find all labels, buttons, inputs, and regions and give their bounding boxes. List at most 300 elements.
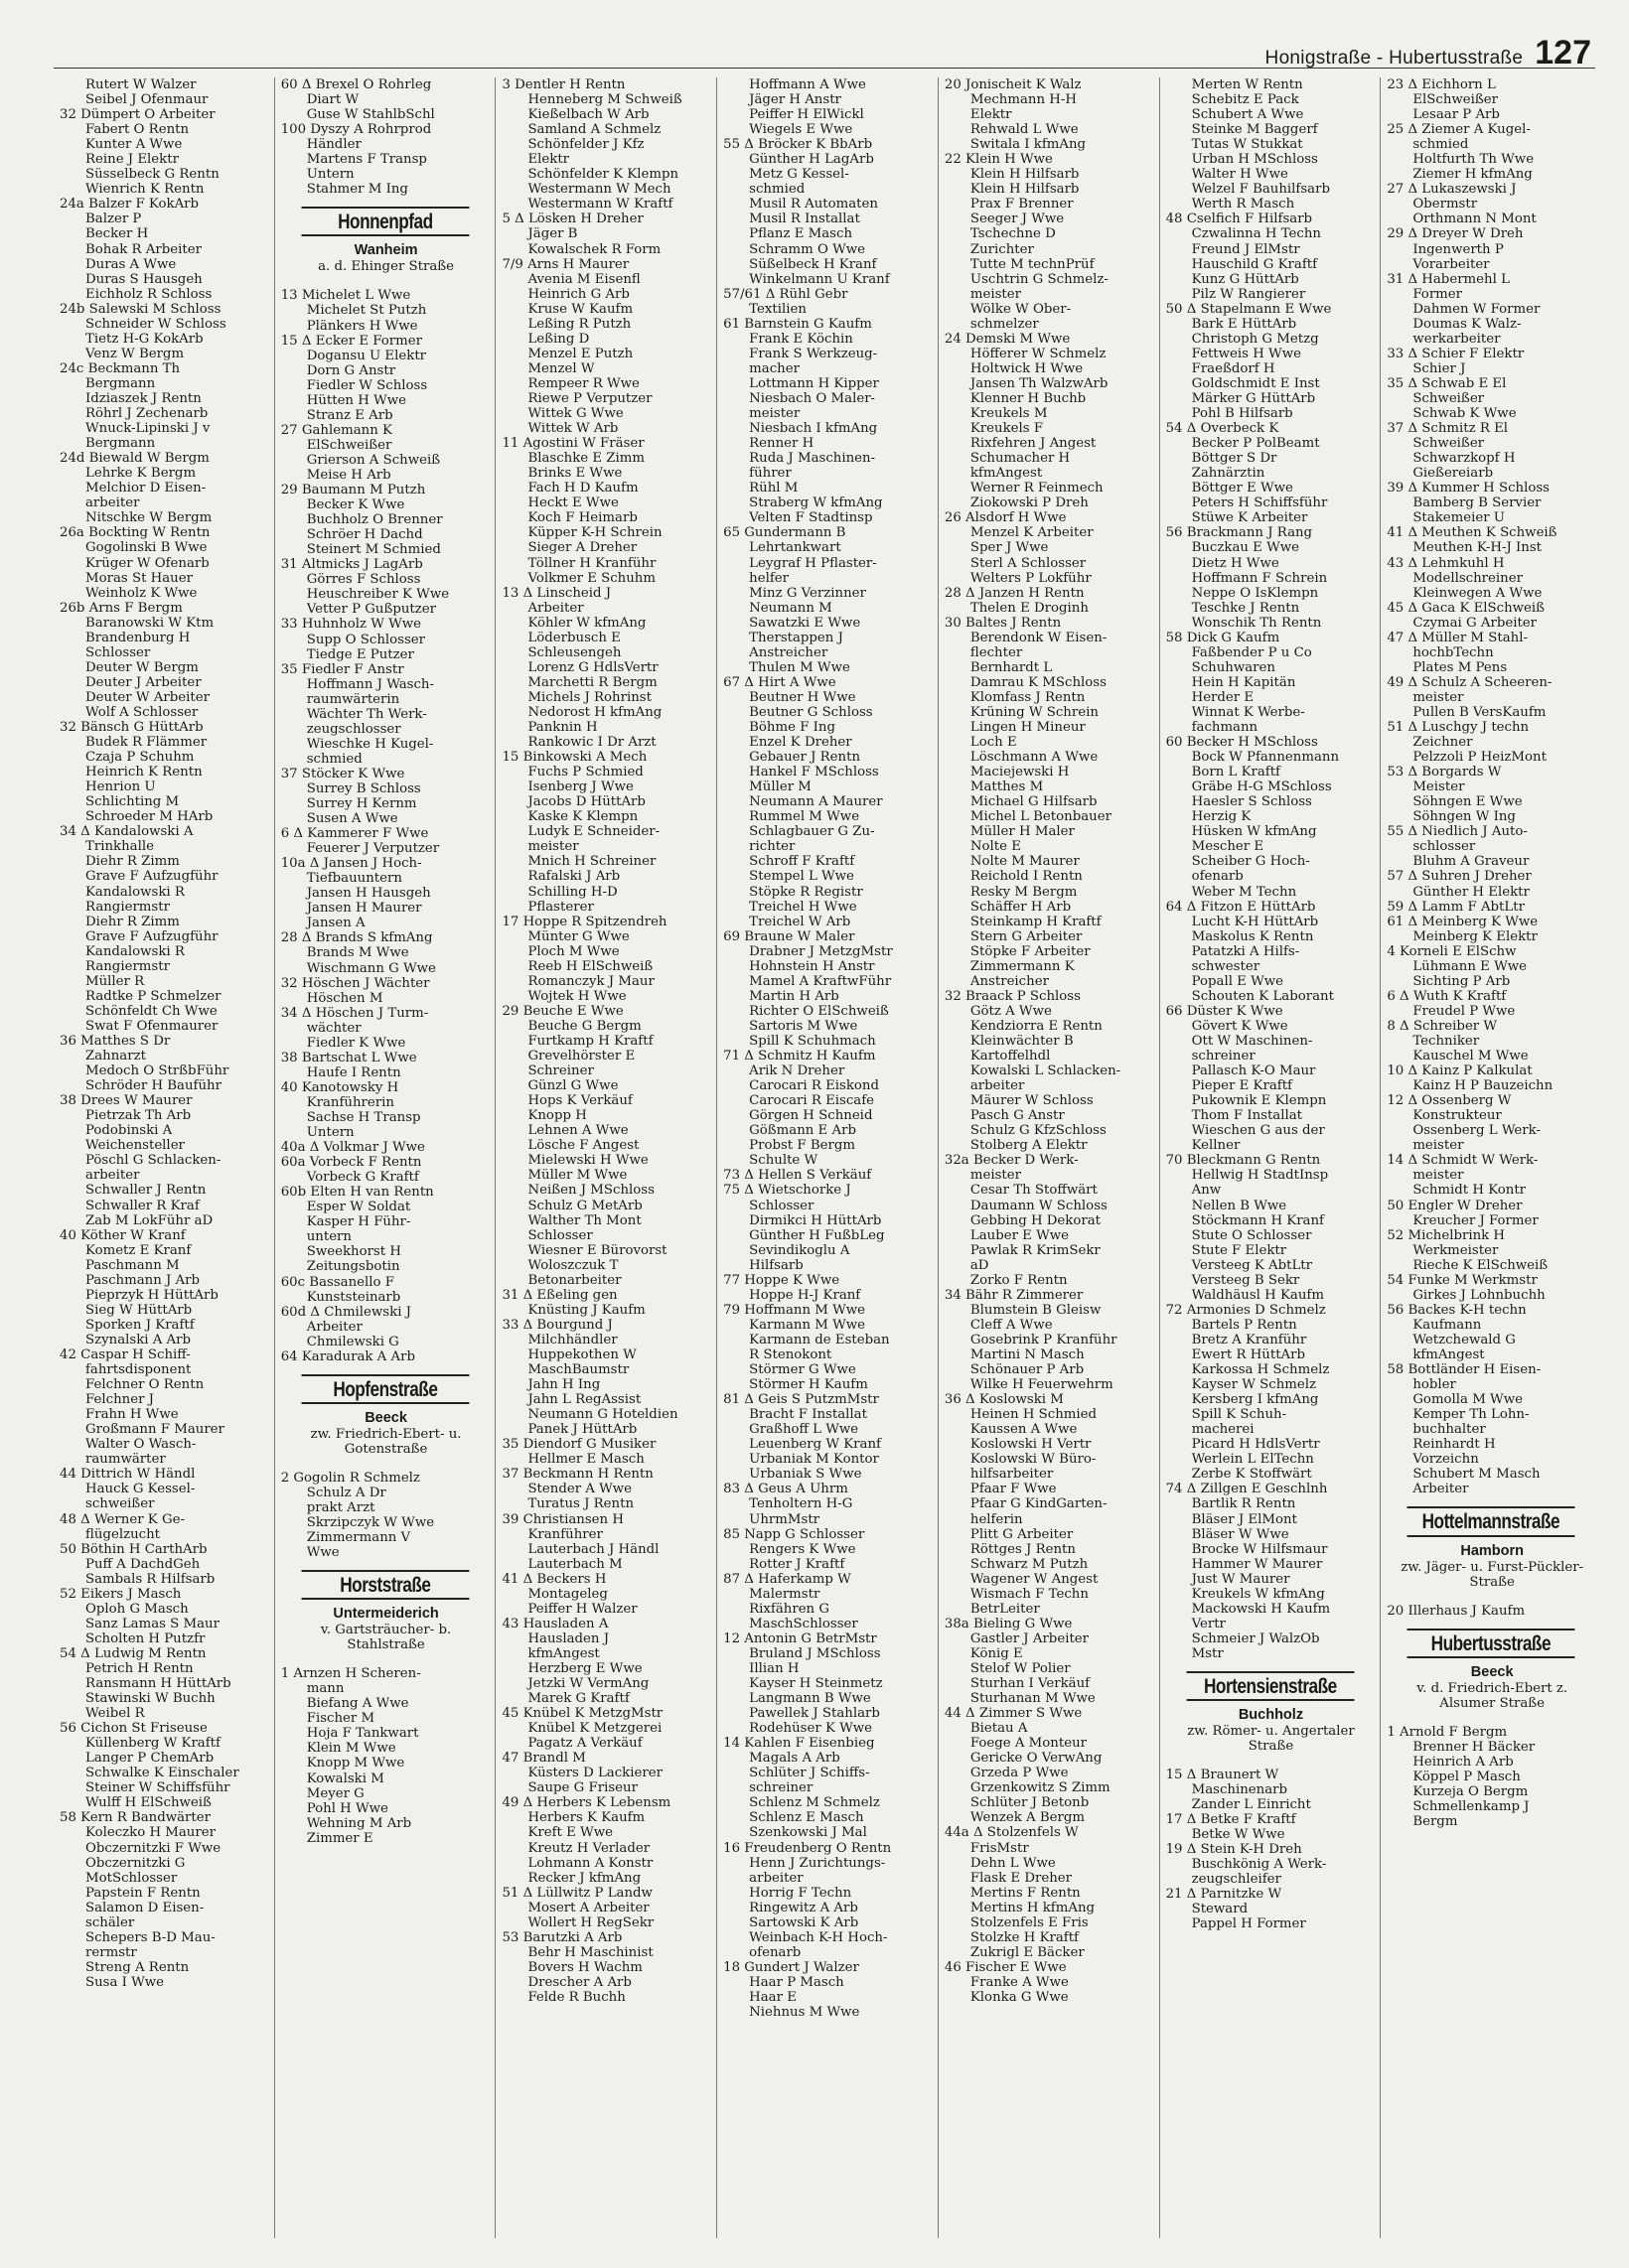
address-entry: 61 Δ Meinberg K Wwe — [1387, 914, 1539, 929]
resident-entry: Schubert M Masch — [1412, 1467, 1541, 1483]
resident-entry: Sevindikoglu A — [749, 1242, 850, 1258]
resident-entry: Schmidt H Kontr — [1412, 1183, 1527, 1199]
resident-entry: Paschmann J Arb — [85, 1272, 201, 1288]
resident-entry: Wittek G Wwe — [527, 406, 624, 422]
resident-entry: Teschke J Rentn — [1191, 600, 1300, 616]
resident-entry: Martin H Arb — [749, 988, 839, 1004]
resident-entry: Dahmen W Former — [1412, 301, 1541, 317]
resident-entry: Stute O Schlosser — [1191, 1227, 1312, 1243]
address-entry: 29 Δ Dreyer W Dreh — [1387, 226, 1524, 242]
resident-entry: meister — [969, 286, 1021, 302]
resident-entry: Probst F Bergm — [749, 1138, 855, 1154]
resident-entry: Löderbusch E — [527, 630, 621, 645]
district-name: Untermeiderich — [333, 1606, 439, 1623]
resident-entry: Bruland J MSchloss — [749, 1645, 881, 1661]
resident-entry: Jäger B — [527, 226, 578, 242]
resident-entry: Zahnärztin — [1191, 466, 1265, 482]
address-entry: 35 Fiedler F Anstr — [280, 661, 404, 677]
resident-entry: Gießereiarb — [1412, 466, 1494, 482]
resident-entry: Schmellenkamp J — [1412, 1798, 1530, 1814]
resident-entry: Foege A Monteur — [969, 1736, 1088, 1752]
resident-entry: Riewe P Verputzer — [527, 390, 653, 406]
resident-entry: Rotter J Kraftf — [749, 1556, 845, 1572]
resident-entry: Surrey B Schloss — [306, 780, 421, 796]
resident-entry: Winkelmann U Kranf — [749, 271, 890, 287]
address-entry: 60 Becker H MSchloss — [1165, 735, 1318, 751]
address-entry: 42 Caspar H Schiff- — [60, 1347, 191, 1362]
address-entry: 77 Hoppe K Wwe — [723, 1272, 840, 1288]
address-entry: 1 Arnold F Bergm — [1387, 1724, 1508, 1740]
resident-entry: Böttger E Wwe — [1191, 481, 1293, 496]
resident-entry: Vorbeck G Kraftf — [306, 1170, 419, 1186]
resident-entry: Sartowski K Arb — [749, 1914, 859, 1930]
address-entry: 32 Bänsch G HüttArb — [60, 720, 204, 736]
resident-entry: Frahn H Wwe — [85, 1407, 179, 1423]
resident-entry: Bläser J ElMont — [1191, 1511, 1297, 1527]
resident-entry: Dorn G Anstr — [306, 362, 396, 378]
resident-entry: Großmann F Maurer — [85, 1422, 224, 1438]
resident-entry: Diart W — [306, 92, 360, 108]
resident-entry: Zab M LokFühr aD — [85, 1212, 214, 1228]
resident-entry: Huppekothen W — [527, 1347, 637, 1362]
address-entry: 10a Δ Jansen J Hoch- — [280, 856, 422, 872]
resident-entry: Turatus J Rentn — [527, 1496, 635, 1512]
resident-entry: Brinks E Wwe — [527, 466, 623, 482]
address-entry: 74 Δ Zillgen E Geschlnh — [1165, 1482, 1328, 1497]
address-entry: 33 Δ Schier F Elektr — [1387, 346, 1525, 361]
resident-entry: Pfaar F Wwe — [969, 1482, 1057, 1497]
resident-entry: Müller H Maler — [969, 824, 1075, 840]
resident-entry: schlosser — [1412, 839, 1476, 855]
address-entry: 12 Antonin G BetrMstr — [723, 1630, 877, 1646]
resident-entry: Wollert H RegSekr — [527, 1914, 655, 1930]
resident-entry: Günzl G Wwe — [527, 1078, 619, 1094]
resident-entry: Esper W Soldat — [306, 1200, 411, 1215]
resident-entry: Radtke P Schmelzer — [85, 988, 222, 1004]
resident-entry: Sporken J Kraftf — [85, 1317, 195, 1333]
resident-entry: Beutner H Wwe — [749, 689, 856, 705]
resident-entry: Karkossa H Schmelz — [1191, 1362, 1330, 1378]
resident-entry: Küpper K-H Schrein — [527, 525, 663, 541]
resident-entry: Drescher A Arb — [527, 1974, 632, 1990]
resident-entry: Röttges J Rentn — [969, 1541, 1076, 1557]
address-entry: 26 Alsdorf H Wwe — [944, 510, 1067, 526]
resident-entry: Bernhardt L — [969, 659, 1053, 675]
resident-entry: Wagener W Angest — [969, 1571, 1099, 1587]
resident-entry: Lühmann E Wwe — [1412, 958, 1528, 974]
resident-entry: Szynalski A Arb — [85, 1332, 192, 1347]
street-heading: Honnenpfad — [301, 207, 469, 236]
resident-entry: Rummel M Wwe — [749, 809, 860, 825]
resident-entry: prakt Arzt — [306, 1499, 375, 1515]
resident-entry: Knopp H — [527, 1108, 587, 1124]
resident-entry: Wächter Th Werk- — [306, 706, 427, 722]
resident-entry: Seeger J Wwe — [969, 212, 1065, 227]
resident-entry: Seibel J Ofenmaur — [85, 92, 209, 108]
address-entry: 55 Δ Niedlich J Auto- — [1387, 824, 1528, 840]
resident-entry: Holtwick H Wwe — [969, 360, 1084, 376]
resident-entry: Pappel H Former — [1191, 1916, 1306, 1932]
resident-entry: arbeiter — [85, 1168, 140, 1184]
resident-entry: Reinhardt H — [1412, 1437, 1496, 1453]
resident-entry: Maskolus K Rentn — [1191, 928, 1314, 944]
address-entry: 50 Engler W Dreher — [1387, 1198, 1523, 1213]
resident-entry: Ewert R HüttArb — [1191, 1347, 1306, 1362]
resident-entry: Röhrl J Zechenarb — [85, 406, 209, 422]
resident-entry: Krüning W Schrein — [969, 704, 1099, 720]
resident-entry: Schramm O Wwe — [749, 241, 866, 257]
address-entry: 60a Vorbeck F Rentn — [280, 1155, 422, 1171]
district-name: Hamborn — [1460, 1542, 1524, 1559]
resident-entry: meister — [749, 406, 801, 422]
resident-entry: Bietau A — [969, 1721, 1028, 1737]
resident-entry: Musil R Installat — [749, 212, 860, 227]
resident-entry: Czaja P Schuhm — [85, 750, 195, 766]
resident-entry: Michel L Betonbauer — [969, 809, 1111, 825]
resident-entry: macher — [749, 360, 800, 376]
resident-entry: Picard H HdlsVertr — [1191, 1437, 1320, 1453]
resident-entry: Waldhäusl H Kaufm — [1191, 1287, 1324, 1303]
resident-entry: Schönfelder K Klempn — [527, 167, 679, 183]
address-entry: 79 Hoffmann M Wwe — [723, 1302, 866, 1318]
resident-entry: schreiner — [749, 1780, 814, 1796]
resident-entry: Schönauer P Arb — [969, 1362, 1085, 1378]
resident-entry: Pasch G Anstr — [969, 1108, 1065, 1124]
resident-entry: Lottmann H Kipper — [749, 375, 879, 391]
resident-entry: Müller M Wwe — [527, 1168, 628, 1184]
resident-entry: Zimmermann K — [969, 958, 1075, 974]
resident-entry: Kreft E Wwe — [527, 1825, 613, 1841]
resident-entry: Görgen H Schneid — [749, 1108, 873, 1124]
resident-entry: Brenner H Bäcker — [1412, 1739, 1536, 1755]
address-entry: 64 Δ Fitzon E HüttArb — [1165, 899, 1316, 915]
resident-entry: raumwärterin — [306, 691, 400, 707]
address-entry: 46 Fischer E Wwe — [944, 1959, 1067, 1975]
resident-entry: Löschmann A Wwe — [969, 750, 1099, 766]
address-entry: 43 Hausladen A — [502, 1616, 609, 1631]
resident-entry: Buschkönig A Werk- — [1191, 1857, 1327, 1873]
resident-entry: Schlenz E Masch — [749, 1810, 864, 1826]
resident-entry: Avenia M Eisenfl — [527, 271, 641, 287]
resident-entry: Melchior D Eisen- — [85, 481, 207, 496]
resident-entry: Werth R Masch — [1191, 197, 1295, 213]
resident-entry: Gebbing H Dekorat — [969, 1212, 1101, 1228]
address-entry: 56 Backes K-H techn — [1387, 1302, 1527, 1318]
resident-entry: Betonarbeiter — [527, 1272, 622, 1288]
address-entry: 2 Gogolin R Schmelz — [280, 1470, 420, 1486]
resident-entry: Blaschke E Zimm — [527, 451, 646, 467]
resident-entry: Elektr — [969, 107, 1012, 123]
resident-entry: Menzel K Arbeiter — [969, 525, 1094, 541]
resident-entry: Papstein F Rentn — [85, 1885, 201, 1901]
resident-entry: Lauber E Wwe — [969, 1227, 1070, 1243]
resident-entry: Hilfsarb — [749, 1257, 804, 1273]
resident-entry: Schwaller J Rentn — [85, 1183, 207, 1199]
resident-entry: Meyer G — [306, 1785, 365, 1801]
address-entry: 24d Biewald W Bergm — [60, 451, 210, 467]
resident-entry: Stern G Arbeiter — [969, 928, 1083, 944]
resident-entry: Sturhanan M Wwe — [969, 1691, 1096, 1707]
resident-entry: Schröder H Bauführ — [85, 1078, 222, 1094]
resident-entry: Sanz Lamas S Maur — [85, 1616, 220, 1631]
resident-entry: Kreutz H Verlader — [527, 1840, 651, 1856]
resident-entry: Zeichner — [1412, 735, 1473, 751]
resident-entry: Tiedge E Putzer — [306, 646, 414, 662]
resident-entry: ofenarb — [1191, 869, 1244, 885]
resident-entry: Surrey H Kernm — [306, 796, 417, 812]
resident-entry: MotSchlosser — [85, 1870, 178, 1886]
resident-entry: Eichholz R Schloss — [85, 286, 213, 302]
resident-entry: Obczernitzki F Wwe — [85, 1840, 222, 1856]
resident-entry: Köppel P Masch — [1412, 1769, 1521, 1784]
resident-entry: Schweißer — [1412, 436, 1485, 452]
resident-entry: Zerbe K Stoffwärt — [1191, 1467, 1312, 1483]
resident-entry: Ludyk E Schneider- — [527, 824, 661, 840]
resident-entry: flechter — [969, 644, 1023, 660]
resident-entry: Schlüter J Schiffs- — [749, 1766, 870, 1781]
resident-entry: Duras A Wwe — [85, 256, 177, 272]
resident-entry: schmied — [306, 751, 363, 767]
address-entry: 40 Kanotowsky H — [280, 1079, 399, 1095]
resident-entry: Wienrich K Rentn — [85, 182, 205, 198]
resident-entry: Pawellek J Stahlarb — [749, 1706, 880, 1722]
resident-entry: Girkes J Lohnbuchh — [1412, 1287, 1546, 1303]
resident-entry: Stolberg A Elektr — [969, 1138, 1088, 1154]
resident-entry: Metz G Kessel- — [749, 167, 849, 183]
resident-entry: Schlosser — [85, 644, 151, 660]
street-heading: Horststraße — [301, 1570, 469, 1600]
resident-entry: Dogansu U Elektr — [306, 348, 427, 363]
resident-entry: Schlagbauer G Zu- — [749, 824, 875, 840]
resident-entry: Franke A Wwe — [969, 1974, 1069, 1990]
resident-entry: Schier J — [1412, 360, 1466, 376]
resident-entry: Hüsken W kfmAng — [1191, 824, 1317, 840]
resident-entry: Schouten K Laborant — [1191, 988, 1334, 1004]
address-entry: 18 Gundert J Walzer — [723, 1959, 859, 1975]
resident-entry: Dietz H Wwe — [1191, 555, 1279, 571]
resident-entry: Sichting P Arb — [1412, 973, 1511, 989]
resident-entry: Drabner J MetzgMstr — [749, 943, 893, 959]
resident-entry: Stempel L Wwe — [749, 869, 854, 885]
resident-entry: Stüwe K Arbeiter — [1191, 510, 1308, 526]
resident-entry: Reine J Elektr — [85, 152, 179, 168]
resident-entry: Untern — [306, 1125, 355, 1141]
resident-entry: Czymai G Arbeiter — [1412, 615, 1538, 631]
resident-entry: untern — [306, 1229, 352, 1245]
resident-entry: Schulz G KfzSchloss — [969, 1123, 1107, 1139]
address-entry: 31 Δ Habermehl L — [1387, 271, 1510, 287]
resident-entry: Stranz E Arb — [306, 407, 393, 423]
resident-entry: Neißen J MSchloss — [527, 1183, 655, 1199]
resident-entry: Wojtek H Wwe — [527, 988, 627, 1004]
resident-entry: führer — [749, 466, 792, 482]
resident-entry: Mielewski H Wwe — [527, 1153, 649, 1169]
resident-entry: Montageleg — [527, 1586, 608, 1602]
resident-entry: Kemper Th Lohn- — [1412, 1407, 1530, 1423]
resident-entry: Hütten H Wwe — [306, 392, 406, 408]
resident-entry: Sambals R Hilfsarb — [85, 1571, 216, 1587]
district-name: Beeck — [365, 1409, 407, 1426]
resident-entry: Lohmann A Konstr — [527, 1855, 654, 1871]
resident-entry: Czwalinna H Techn — [1191, 226, 1321, 242]
resident-entry: Kainz H P Bauzeichn — [1412, 1078, 1554, 1094]
resident-entry: Michelet St Putzh — [306, 303, 427, 319]
resident-entry: hilfsarbeiter — [969, 1467, 1054, 1483]
address-entry: 72 Armonies D Schmelz — [1165, 1302, 1326, 1318]
resident-entry: schäler — [85, 1914, 135, 1930]
resident-entry: Händler — [306, 137, 362, 153]
resident-entry: Deuter W Bergm — [85, 659, 199, 675]
page-header — [1265, 26, 1591, 70]
resident-entry: Kunz G HüttArb — [1191, 271, 1299, 287]
resident-entry: Werner R Feinmech — [969, 481, 1104, 496]
resident-entry: Doumas K Walz- — [1412, 316, 1522, 332]
resident-entry: Peters H Schiffsführ — [1191, 496, 1328, 511]
resident-entry: Schlichting M — [85, 794, 180, 810]
resident-entry: Wenzek A Bergm — [969, 1810, 1085, 1826]
address-entry: 33 Δ Bourgund J — [502, 1317, 613, 1333]
resident-entry: Fabert O Rentn — [85, 122, 190, 138]
resident-entry: helferin — [969, 1511, 1023, 1527]
resident-entry: Sawatzki E Wwe — [749, 615, 861, 631]
resident-entry: Sachse H Transp — [306, 1110, 421, 1125]
address-entry: 85 Napp G Schlosser — [723, 1526, 865, 1542]
resident-entry: Hellwig H StadtInsp — [1191, 1168, 1329, 1184]
resident-entry: Stöckmann H Kranf — [1191, 1212, 1324, 1228]
address-entry: 14 Δ Schmidt W Werk- — [1387, 1153, 1539, 1169]
address-entry: 49 Δ Schulz A Scheeren- — [1387, 674, 1553, 690]
address-entry: 25 Δ Ziemer A Kugel- — [1387, 122, 1531, 138]
address-entry: 57 Δ Suhren J Dreher — [1387, 869, 1532, 885]
resident-entry: schmied — [749, 182, 806, 198]
resident-entry: Susa I Wwe — [85, 1974, 165, 1990]
resident-entry: Modellschreiner — [1412, 570, 1523, 586]
resident-entry: Saupe G Friseur — [527, 1780, 638, 1796]
resident-entry: Schneider W Schloss — [85, 316, 226, 332]
resident-entry: Knüsting J Kaufm — [527, 1302, 646, 1318]
resident-entry: Flask E Dreher — [969, 1870, 1072, 1886]
resident-entry: Rixfähren G — [749, 1601, 829, 1617]
resident-entry: Vorarbeiter — [1412, 256, 1490, 272]
address-entry: 37 Δ Schmitz R El — [1387, 421, 1509, 437]
resident-entry: Wismach F Techn — [969, 1586, 1089, 1602]
resident-entry: Jansen H Hausgeh — [306, 886, 431, 902]
resident-entry: Wischmann G Wwe — [306, 960, 436, 976]
resident-entry: Michael G Hilfsarb — [969, 794, 1098, 810]
resident-entry: Neumann G Hoteldien — [527, 1407, 678, 1423]
address-entry: 44a Δ Stolzenfels W — [944, 1825, 1079, 1841]
resident-entry: hochbTechn — [1412, 644, 1494, 660]
resident-entry: Plates M Pens — [1412, 659, 1508, 675]
resident-entry: Zander L Einricht — [1191, 1797, 1311, 1813]
resident-entry: Ruda J Maschinen- — [749, 451, 876, 467]
resident-entry: Kreukels F — [969, 421, 1044, 437]
resident-entry: Kranführerin — [306, 1094, 394, 1110]
address-entry: 51 Δ Luschgy J techn — [1387, 720, 1530, 736]
resident-entry: Kranführer — [527, 1526, 603, 1542]
resident-entry: meister — [1412, 1138, 1464, 1154]
resident-entry: Therstappen J — [749, 630, 843, 645]
resident-entry: Pöschl G Schlacken- — [85, 1153, 222, 1169]
resident-entry: Becker P PolBeamt — [1191, 436, 1320, 452]
resident-entry: Fach H D Kaufm — [527, 481, 639, 496]
address-entry: 28 Δ Janzen H Rentn — [944, 585, 1085, 601]
resident-entry: Recker J kfmAng — [527, 1870, 642, 1886]
resident-entry: Rodehüser K Wwe — [749, 1721, 873, 1737]
resident-entry: Söhngen W Ing — [1412, 809, 1516, 825]
resident-entry: Brocke W Hilfsmaur — [1191, 1541, 1328, 1557]
resident-entry: Petrich H Rentn — [85, 1660, 194, 1676]
resident-entry: Knopp M Wwe — [306, 1756, 405, 1772]
resident-entry: Kreucher J Former — [1412, 1212, 1539, 1228]
resident-entry: Hoppe H-J Kranf — [749, 1287, 861, 1303]
resident-entry: Elektr — [527, 152, 570, 168]
address-entry: 31 Δ Eßeling gen — [502, 1287, 618, 1303]
address-entry: 34 Δ Kandalowski A — [60, 824, 194, 840]
resident-entry: Steinkamp H Kraftf — [969, 914, 1102, 929]
resident-entry: Hein H Kapitän — [1191, 674, 1296, 690]
resident-entry: Puff A DachdGeh — [85, 1556, 201, 1572]
resident-entry: Koslowski H Vertr — [969, 1437, 1092, 1453]
resident-entry: Illian H — [749, 1660, 800, 1676]
resident-entry: Zorko F Rentn — [969, 1272, 1068, 1288]
resident-entry: Uschtrin G Schmelz- — [969, 271, 1109, 287]
resident-entry: Feuerer J Verputzer — [306, 841, 440, 857]
resident-entry: Heckt E Wwe — [527, 496, 619, 511]
resident-entry: Wolf A Schlosser — [85, 704, 199, 720]
resident-entry: Zahnarzt — [85, 1049, 146, 1064]
resident-entry: Schwarz M Putzh — [969, 1556, 1089, 1572]
resident-entry: Sterl A Schlosser — [969, 555, 1087, 571]
resident-entry: Kandalowski R — [85, 943, 185, 959]
resident-entry: Bergmann — [85, 375, 156, 391]
address-entry: 47 Δ Müller M Stahl- — [1387, 630, 1528, 645]
resident-entry: FrisMstr — [969, 1840, 1029, 1856]
address-entry: 48 Cselfich F Hilfsarb — [1165, 212, 1313, 227]
address-entry: 75 Δ Wietschorke J — [723, 1183, 851, 1199]
resident-entry: Blumstein B Gleisw — [969, 1302, 1102, 1318]
resident-entry: Haufe I Rentn — [306, 1064, 401, 1080]
resident-entry: Kreukels M — [969, 406, 1048, 422]
resident-entry: Walter O Wasch- — [85, 1437, 197, 1453]
resident-entry: Schönfeldt Ch Wwe — [85, 1003, 218, 1019]
resident-entry: Mackowski H Kaufm — [1191, 1601, 1331, 1617]
resident-entry: Wiesner E Bürovorst — [527, 1242, 667, 1258]
resident-entry: Felchner J — [85, 1392, 154, 1408]
resident-entry: Klonka G Wwe — [969, 1990, 1069, 2005]
resident-entry: Mertins F Rentn — [969, 1885, 1081, 1901]
resident-entry: Behr H Maschinist — [527, 1944, 654, 1960]
address-entry: 15 Binkowski A Mech — [502, 750, 648, 766]
resident-entry: Günther H LagArb — [749, 152, 874, 168]
resident-entry: Steinke M Baggerf — [1191, 122, 1318, 138]
resident-entry: Grave F Aufzugführ — [85, 869, 219, 885]
address-entry: 81 Δ Geis S PutzmMstr — [723, 1392, 879, 1408]
resident-entry: Weinholz K Wwe — [85, 585, 198, 601]
address-entry: 8 Δ Schreiber W — [1387, 1018, 1498, 1034]
address-entry: 45 Δ Gaca K ElSchweiß — [1387, 600, 1546, 616]
resident-entry: Stelof W Polier — [969, 1660, 1071, 1676]
resident-entry: Pohl B Hilfsarb — [1191, 406, 1293, 422]
address-entry: 28 Δ Brands S kfmAng — [280, 930, 433, 946]
resident-entry: Ziemer H kfmAng — [1412, 167, 1533, 183]
resident-entry: Mnich H Schreiner — [527, 854, 657, 870]
address-entry: 40a Δ Volkmar J Wwe — [280, 1140, 425, 1156]
address-entry: 60b Elten H van Rentn — [280, 1185, 434, 1201]
address-entry: 54 Funke M Werkmstr — [1387, 1272, 1538, 1288]
resident-entry: Sper J Wwe — [969, 540, 1049, 556]
resident-entry: Günther H Elektr — [1412, 884, 1530, 900]
